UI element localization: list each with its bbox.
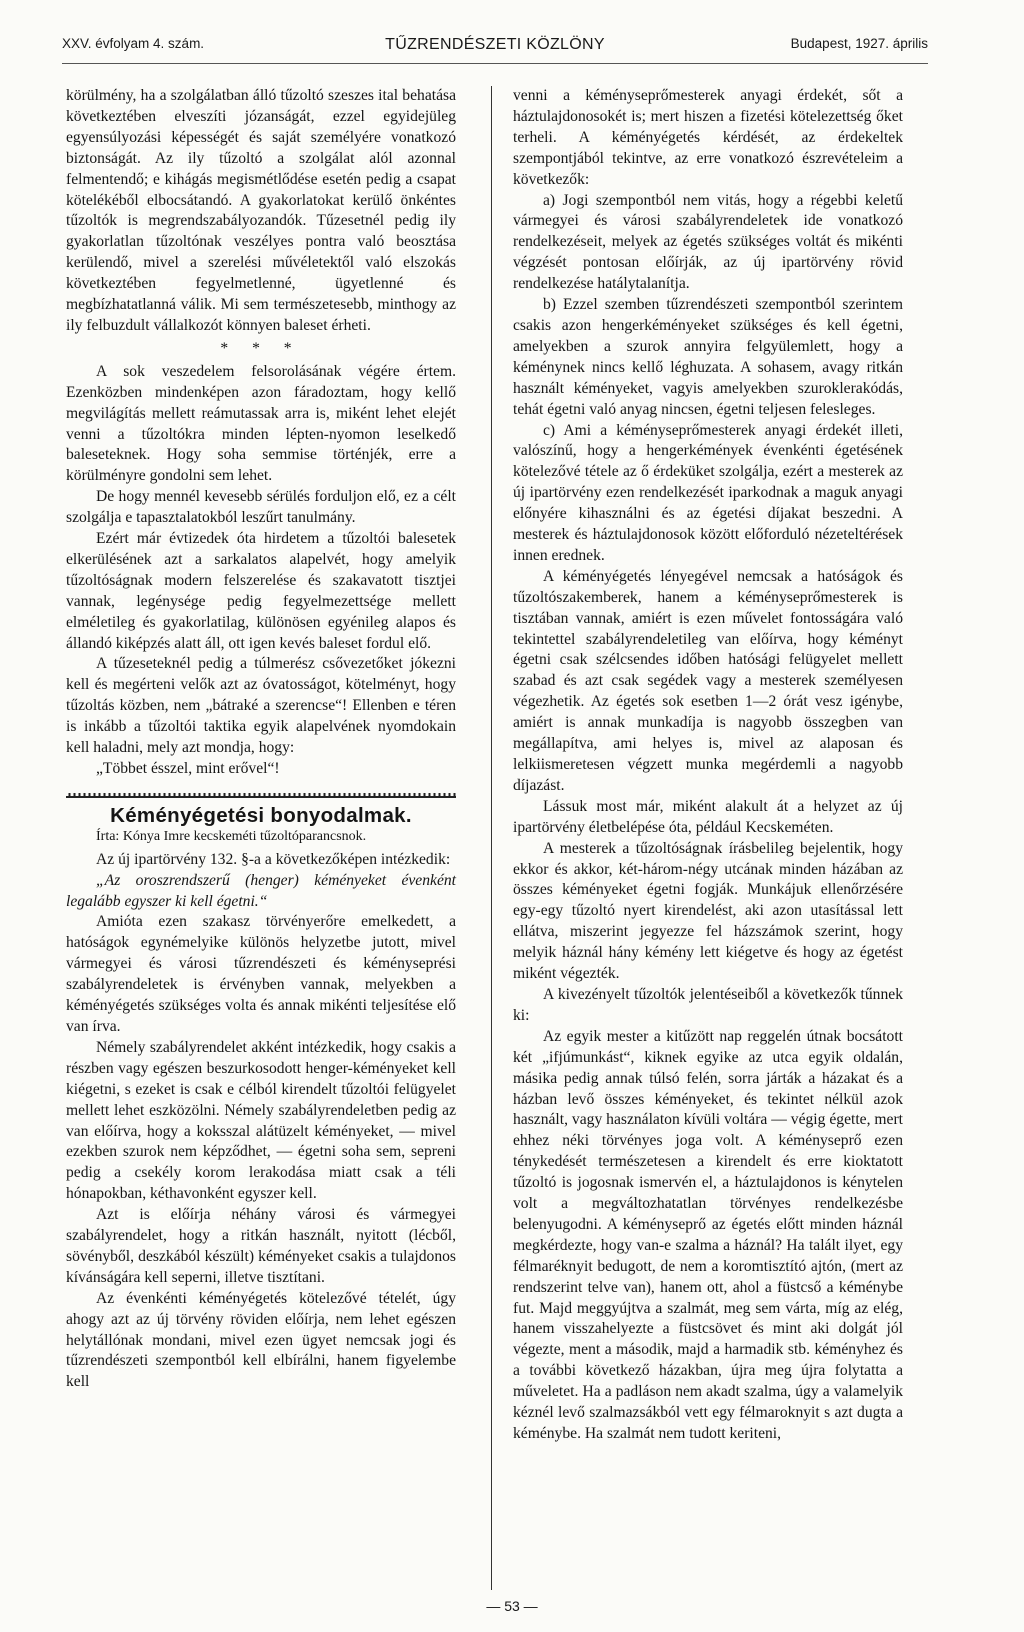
paragraph: Az évenkénti kéményégetés kötelezővé tételét, úgy ahogy azt az új törvény röviden előírja, nem lehet egészen helytállónak mondani, mivel ezen ügyet nemcsak jogi és tűzrendészeti szempontból kell elbírálni, hanem figyelembe kell — [66, 1289, 456, 1391]
paragraph: A tűzeseteknél pedig a túlmerész csővezetőket jókezni kell és megérteni velők azt az óvatosságot, kötelményt, hogy tűzoltás közben, nem „bátraké a szerencse“! Ellenben e téren is inkább a tűzoltói taktika egyik alapelvének nyomdokain kell haladni, mely azt mondja, hogy: — [66, 655, 456, 757]
paragraph: Az egyik mester a kitűzött nap reggelén útnak bocsátott két „ifjúmunkást“, kiknek egyike az utca egyik oldalán, másika pedig annak túlsó felén, sorra járták a házakat és a házban levő összes kéményeket, és tekintet nélkül azok használt, vagy használaton kívüli voltára — végig égette, mert ehhez néki törvényes joga volt. A kéményseprő ezen ténykedését természetesen a kirendelt és erre kioktatott tűzoltó is jogosnak ismervén el, a háztulajdonos is kénytelen volt a megváltozhatatlan törvényes rendelkezésbe belenyugodni. A kéményseprő az égetés előtt minden háznál megkérdezte, hogy van-e szalma a háznál? Ha talált ilyet, egy félmaréknyit bedugott, de nem a koromtisztító ajtón, (mert az rendszerint telve van), hanem ott, ahol a füstcső a kéménybe fut. Majd meggyújtva a szalmát, meg sem várta, míg az elég, hanem visszahelyezte a füstcsövet és mint aki dolgát jól végezte, ment a második, majd a harmadik stb. kéményhez és a további következő házakban, újra meg újra folytatta a műveletet. Ha a padláson nem akadt szalma, úgy a valamelyik kéznél levő szalmazsákból vett egy félmaroknyit s azt dugta a kéménybe. Ha szalmát nem tudott keriteni, — [513, 1027, 903, 1442]
article-byline: Írta: Kónya Imre kecskeméti tűzoltóparancsnok. — [96, 828, 367, 844]
paragraph: venni a kéményseprőmesterek anyagi érdekét, sőt a háztulajdonosokét is; mert hiszen a fizetési kötelezettség őket terheli. A kéményégetés kérdését, az érdekeltek szempontjából tekintve, az erre vonatkozó észrevételeim a következők: — [513, 87, 903, 188]
left-column — [66, 86, 456, 1393]
paragraph: A sok veszedelem felsorolásának végére értem. Ezenközben mindenképen azon fáradoztam, hogy kellő megvilágítás mellett reámutassak arra is, miként lehet elejét venni a tűzoltókra minden lépten-nyomon leselkedő baleseteknek. Hogy soha semmise történjék, erre a körülményre gondolni sem lehet. — [66, 362, 456, 485]
paragraph: a) Jogi szempontból nem vitás, hogy a régebbi keletű vármegyei és városi szabályrendeletek ide vonatkozó rendelkezéseit, melyek az égetés szükséges voltát és mikénti végzését pontosan előírják, az új ipartörvény rövid rendelkezése hatálytalanítja. — [513, 191, 903, 293]
volume-info: XXV. évfolyam 4. szám. — [62, 36, 205, 51]
page-number: — 53 — — [486, 1598, 538, 1614]
paragraph: A kivezényelt tűzoltók jelentéseiből a következők tűnnek ki: — [513, 985, 903, 1024]
paragraph: A mesterek a tűzoltóságnak írásbelileg bejelentik, hogy ekkor és akkor, két-három-négy utcának minden házában az összes kéményeket égetni fogják. Munkájuk ellenőrzésére egy-egy tűzoltó nyert kirendelést, aki azon utasítással lett ellátva, miszerint jegyezze fel házszámok szerint, hogy melyik háznál hány kémény lett kiégetve és hogy az égetést miként végezték. — [513, 839, 903, 983]
right-column — [513, 86, 903, 1445]
section-break-stars: * * * — [220, 339, 302, 357]
paragraph: Amióta ezen szakasz törvényerőre emelkedett, a hatóságok egynémelyike különös helyzetbe jutott, mivel vármegyei és városi tűzrendészeti és kéményseprési szabályrendeletek is érvényben vannak, melyekben a kéményégetés szükséges volta és annak mikénti teljesítése elő van írva. — [66, 913, 456, 1035]
issue-date: Budapest, 1927. április — [790, 36, 928, 51]
paragraph: körülmény, ha a szolgálatban álló tűzoltó szeszes ital behatása következtében elveszíti józanságát, ezzel egyidejüleg egyensúlyozási képességét és saját személyére vonatkozó biztonságát. Az ily tűzoltó a szolgálat alól azonnal felmentendő; e kihágás megismétlődése esetén pedig a csapat kötelékéből elbocsátandó. A gyakorlatokat kerülő önkéntes tűzoltók is megrendszabályozandók. Tűzesetnél pedig ily gyakorlatlan tűzoltónak veszélyes pontra való beosztása kerülendő, mivel a szerelési művéletektől való elszokás következtében fegyelmetlenné, ügyetlenné és megbízhatatlanná válik. Mi sem természetesebb, minthogy az ily felbuzdult vállalkozót könnyen baleset érheti. — [66, 87, 456, 334]
journal-title: TŰZRENDÉSZETI KÖZLÖNY — [385, 36, 605, 53]
law-quote: „Az oroszrendszerű (henger) kéményeket évenként legalább egyszer ki kell égetni.“ — [66, 871, 456, 910]
paragraph: De hogy mennél kevesebb sérülés forduljon elő, ez a célt szolgálja e tapasztalatokból leszűrt tanulmány. — [66, 488, 456, 527]
paragraph: Némely szabályrendelet akként intézkedik, hogy csakis a részben vagy egészen beszurkosodott henger-kéményeket kell kiégetni, s ezeket is csak e célból kirendelt tűzoltói felügyelet mellett lehet eszközölni. Némely szabályrendeletben pedig az van előírva, hogy a koksszal alátüzelt kéményeket, — mivel ezekben szurok nem képződhet, — égetni soha sem, sepreni pedig a csekély korom lerakodása miatt csak a téli hónapokban, kéthavonként egyszer kell. — [66, 1038, 456, 1203]
paragraph: Az új ipartörvény 132. §-a a következőképen intézkedik: — [96, 850, 451, 868]
paragraph: Lássuk most már, miként alakult át a helyzet az új ipartörvény életbelépése óta, például Kecskeméten. — [513, 797, 903, 836]
header-rule — [62, 63, 928, 64]
running-header — [62, 36, 928, 60]
article-title: Kéményégetési bonyodalmak. — [110, 803, 412, 827]
article-divider — [66, 786, 456, 798]
paragraph: c) Ami a kéményseprőmesterek anyagi érdekét illeti, valószínű, hogy a hengerkémények évenkénti égetésének kötelezővé tétele az ő érdeküket szolgálja, ezért a mesterek az új ipartörvény ezen rendelkezését iparkodnak a maguk anyagi előnyére kihasználni és az égetési díjakat beszedni. A mesterek és háztulajdonosok között előforduló nézeteltérések innen erednek. — [513, 421, 903, 564]
column-divider — [491, 86, 492, 1590]
paragraph: Ezért már évtizedek óta hirdetem a tűzoltói balesetek elkerülésének azt a sarkalatos alapelvét, hogy amelyik tűzoltóságnak modern felszerelése és szakavatott tisztjei vannak, legénysége pedig fegyelmezettsége mellett elméletileg és gyakorlatilag, különösen egyénileg alapos és állandó kiképzés alatt áll, ott igen kevés baleset fordul elő. — [66, 530, 456, 652]
paragraph: b) Ezzel szemben tűzrendészeti szempontból szerintem csakis azon hengerkéményeket szükséges és kell égetni, amelyekben a szurok annyira felgyülemlett, hogy a kéménynek nincs kellő léghuzata. A sohasem, avagy ritkán használt kéményeket, vagyis amelyekben szuroklerakódás, tehát égetni való anyag nincsen, égetni teljesen felesleges. — [513, 296, 903, 418]
paragraph: A kéményégetés lényegével nemcsak a hatóságok és tűzoltószakemberek, hanem a kéményseprőmesterek is tisztában vannak, amiért is ezen művelet fontosságára való tekintettel szabályrendeletileg van előírva, hogy kéményt égetni csak szélcsendes időben hatósági felügyelet mellett szabad és azt csak segédek vagy a mesterek személyesen végezhetik. Az égetés sok esetben 1—2 órát vesz igénybe, amiért is annak munkadíja is nagyobb összegben van megállapítva, ami helyes is, mivel az alaposan és lelkiismeretesen végzett munka megérdemli a nagyobb díjazást. — [513, 567, 903, 794]
paragraph: Azt is előírja néhány városi és vármegyei szabályrendelet, hogy a ritkán használt, nyitott (lécből, sövényből, deszkából készült) kéményeket csakis a tulajdonos kívánságára kell seperni, illetve tisztítani. — [66, 1206, 456, 1286]
closing-quote: „Többet ésszel, mint erővel“! — [96, 760, 280, 777]
